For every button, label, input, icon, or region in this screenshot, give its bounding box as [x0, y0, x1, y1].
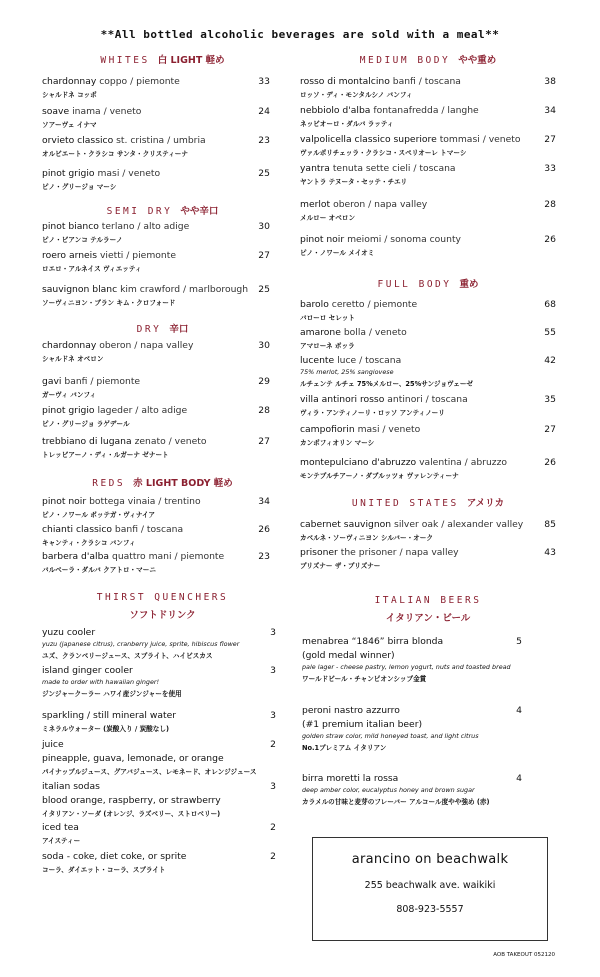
item-name: orvieto classico	[42, 135, 114, 146]
menu-item	[42, 627, 239, 660]
item-name-jp: ロエロ・アルネイス ヴィエッティ	[42, 265, 142, 273]
item-title-line	[300, 547, 459, 558]
section-title-jp: ソフトドリンク	[129, 610, 196, 621]
item-name: roero arneis	[42, 250, 98, 261]
item-price: 26	[544, 234, 556, 245]
item-price: 26	[258, 524, 270, 535]
item-title-line	[42, 496, 201, 507]
item-name: island ginger cooler	[42, 665, 133, 676]
item-name: juice	[42, 739, 64, 750]
menu-item	[42, 284, 248, 307]
item-name: amarone	[300, 327, 341, 338]
menu-item	[300, 394, 468, 417]
section-title: UNITED STATES	[351, 498, 459, 509]
item-name: sauvignon blanc	[42, 284, 118, 295]
item-title-line	[300, 234, 461, 245]
item-name: chardonnay	[42, 76, 97, 87]
item-producer: lageder / alto adige	[97, 405, 188, 416]
item-producer: banfi / piemonte	[64, 376, 141, 387]
item-name: pinot grigio	[42, 405, 95, 416]
item-producer: quattro mani / piemonte	[111, 551, 225, 562]
menu-item	[302, 636, 511, 683]
item-name-jp: キャンティ・クラシコ バンフィ	[42, 539, 136, 547]
item-note: yuzu (japanese citrus), cranberry juice, sprite, hibiscus flower	[42, 640, 240, 648]
menu-item	[300, 327, 407, 350]
item-name-jp: ヤントラ テヌータ・セッテ・チエリ	[300, 178, 408, 186]
item-name: barolo	[300, 299, 329, 310]
item-price: 33	[258, 76, 270, 87]
section-title: MEDIUM BODY	[359, 55, 451, 66]
item-name: sparkling / still mineral water	[42, 710, 177, 721]
item-price: 28	[258, 405, 270, 416]
item-name: soda - coke, diet coke, or sprite	[42, 851, 187, 862]
menu-item	[300, 134, 521, 157]
item-name-jp: ソーヴィニヨン・ブラン キム・クロフォード	[42, 299, 176, 307]
item-name-jp: ピノ・グリージョ ラゲデール	[42, 420, 130, 428]
item-title-line	[300, 134, 521, 145]
item-price: 35	[544, 394, 556, 405]
meal-notice: **All bottled alcoholic beverages are sold with a meal**	[100, 28, 500, 41]
section-header	[298, 52, 558, 66]
item-name: menabrea “1846” birra blonda	[302, 636, 444, 647]
item-title-line	[42, 627, 239, 638]
item-name-jp: ロッソ・ディ・モンタルシノ バンフィ	[300, 91, 413, 99]
item-price: 38	[544, 76, 556, 87]
item-title-line	[300, 199, 427, 210]
item-producer: valentina / abruzzo	[419, 457, 508, 468]
item-name: villa antinori rosso	[300, 394, 385, 405]
item-name: gavi	[42, 376, 62, 387]
item-title-line	[42, 665, 182, 676]
item-price: 5	[516, 636, 522, 647]
item-title-line	[300, 394, 468, 405]
item-name-jp: オルビエート・クラシコ サンタ・クリスティーナ	[42, 150, 188, 158]
item-name-jp: ルチェンテ ルチェ 75%メルロー、25%サンジョヴェーゼ	[300, 380, 473, 388]
item-name: pinot noir	[300, 234, 345, 245]
item-producer: tenuta sette cieli / toscana	[332, 163, 456, 174]
item-title-line	[42, 551, 224, 562]
menu-item	[42, 781, 221, 818]
item-title-line	[42, 524, 183, 535]
section-header	[40, 203, 285, 217]
menu-item	[300, 199, 427, 222]
item-price: 3	[270, 710, 276, 721]
section-title: ITALIAN BEERS	[374, 595, 482, 606]
item-title-line	[300, 519, 523, 530]
item-title-line	[42, 106, 141, 117]
restaurant-address: 255 beachwalk ave. waikiki	[364, 880, 496, 891]
menu-item	[42, 376, 140, 399]
item-name-jp: ヴァルポリチェッラ・クラシコ・スペリオーレ トマーシ	[300, 149, 467, 157]
section-title: FULL BODY	[377, 279, 452, 290]
item-producer: st. cristina / umbria	[116, 135, 206, 146]
item-note: 75% merlot, 25% sangiovese	[300, 368, 394, 376]
item-name-jp: ジンジャークーラー ハワイ産ジンジャーを使用	[42, 690, 182, 698]
item-price: 68	[544, 299, 556, 310]
item-name-jp: ソアーヴェ イナマ	[42, 121, 97, 129]
section-header	[40, 321, 285, 335]
menu-item	[300, 234, 461, 257]
item-name: valpolicella classico superiore	[300, 134, 437, 145]
item-name: peroni nastro azzurro	[302, 705, 400, 716]
menu-item	[300, 76, 461, 99]
item-title-line	[42, 250, 176, 261]
item-name: campofiorin	[300, 424, 355, 435]
item-price: 2	[270, 851, 276, 862]
item-subtitle: blood orange, raspberry, or strawberry	[42, 795, 221, 806]
item-price: 30	[258, 340, 270, 351]
menu-item	[42, 405, 187, 428]
item-name: montepulciano d'abruzzo	[300, 457, 417, 468]
item-producer: coppo / piemonte	[99, 76, 180, 87]
item-name: trebbiano di lugana	[42, 436, 132, 447]
item-title-line	[42, 340, 193, 351]
item-title-line	[300, 163, 456, 174]
section-header	[298, 595, 558, 624]
section-title-jp: 白 LIGHT 軽め	[157, 55, 225, 66]
item-producer: the prisoner / napa valley	[340, 547, 459, 558]
footer-code: AOB TAKEOUT 052120	[493, 952, 555, 958]
item-producer: inama / veneto	[72, 106, 142, 117]
restaurant-info-box	[312, 837, 548, 941]
item-name: lucente	[300, 355, 335, 366]
menu-item	[42, 551, 224, 574]
item-price: 33	[544, 163, 556, 174]
item-title-line	[42, 135, 206, 146]
item-subtitle: pineapple, guava, lemonade, or orange	[42, 753, 224, 764]
item-name-jp: トレッビアーノ・ディ・ルガーナ ゼナート	[42, 451, 169, 459]
menu-item	[42, 250, 176, 273]
item-name: yantra	[300, 163, 330, 174]
item-name: birra moretti la rossa	[302, 773, 399, 784]
item-price: 2	[270, 822, 276, 833]
item-price: 55	[544, 327, 556, 338]
menu-item	[300, 163, 456, 186]
item-title-line	[42, 405, 187, 416]
item-name-jp: アイスティー	[42, 837, 81, 845]
menu-item	[300, 519, 523, 542]
section-title-jp: やや重め	[458, 55, 497, 66]
item-name: chardonnay	[42, 340, 97, 351]
item-producer: oberon / napa valley	[333, 199, 428, 210]
item-title-line	[42, 376, 140, 387]
item-title-line	[300, 424, 420, 435]
item-name-jp: ヴィラ・アンティノーリ・ロッソ アンティノーリ	[300, 409, 445, 417]
item-name-jp: メルロー オベロン	[300, 214, 356, 222]
item-name-jp: バローロ セレット	[300, 314, 355, 322]
item-producer: vietti / piemonte	[99, 250, 176, 261]
section-header	[298, 276, 558, 290]
item-name-jp: コーラ、ダイエット・コーラ、スプライト	[42, 866, 166, 874]
item-name-jp: ユズ、クランベリージュース、スプライト、ハイビスカス	[42, 652, 213, 660]
item-name-jp: シャルドネ コッポ	[42, 91, 97, 99]
menu-item	[42, 135, 206, 158]
item-title-line	[42, 221, 189, 232]
section-title: DRY	[136, 324, 162, 335]
item-name-jp: プリズナー ザ・プリズナー	[300, 562, 381, 570]
menu-item	[42, 710, 176, 733]
restaurant-name: arancino on beachwalk	[351, 852, 509, 867]
menu-item	[300, 299, 417, 322]
menu-item	[300, 547, 459, 570]
item-producer: tommasi / veneto	[439, 134, 521, 145]
menu-item	[42, 221, 189, 244]
item-name-jp: ワールドビール・チャンピオンシップ金賞	[302, 675, 427, 683]
item-price: 23	[258, 551, 270, 562]
menu-item	[42, 168, 160, 191]
item-title-line	[300, 457, 507, 468]
item-title-line	[302, 705, 479, 716]
item-name-jp: カラメルの甘味と麦芽のフレーバー アルコール度やや強め (赤)	[302, 798, 490, 806]
item-price: 25	[258, 284, 270, 295]
item-title-line	[42, 710, 176, 721]
menu-item	[302, 705, 479, 752]
menu-item	[300, 105, 479, 128]
item-name: pinot noir	[42, 496, 87, 507]
item-producer: banfi / toscana	[114, 524, 184, 535]
item-price: 42	[544, 355, 556, 366]
section-header	[298, 495, 558, 509]
item-producer: meiomi / sonoma county	[347, 234, 461, 245]
item-name-jp: ピノ・グリージョ マーシ	[42, 183, 117, 191]
item-price: 30	[258, 221, 270, 232]
item-price: 3	[270, 627, 276, 638]
item-note: pale lager - cheese pastry, lemon yogurt, nuts and toasted bread	[302, 663, 511, 671]
menu-item	[42, 496, 201, 519]
item-name: barbera d'alba	[42, 551, 110, 562]
item-title-line	[42, 739, 256, 750]
item-name: cabernet sauvignon	[300, 519, 392, 530]
item-producer: banfi / toscana	[392, 76, 461, 87]
section-title-jp: 辛口	[169, 324, 189, 335]
item-price: 43	[544, 547, 556, 558]
item-title-line	[42, 76, 180, 87]
item-name-jp: イタリアン・ソーダ (オレンジ、ラズベリー、ストロベリー)	[42, 810, 221, 818]
section-title-jp: 重め	[459, 279, 479, 290]
item-price: 24	[258, 106, 270, 117]
item-producer: terlano / alto adige	[101, 221, 190, 232]
item-name-jp: バルベーラ・ダルバ クアトロ・マーニ	[42, 566, 156, 574]
section-header	[40, 475, 285, 489]
item-name: rosso di montalcino	[300, 76, 390, 87]
menu-item	[42, 524, 183, 547]
item-producer: antinori / toscana	[387, 394, 468, 405]
item-price: 34	[544, 105, 556, 116]
item-producer: luce / toscana	[337, 355, 402, 366]
item-producer: masi / veneto	[97, 168, 161, 179]
item-price: 4	[516, 773, 522, 784]
item-producer: fontanafredda / langhe	[373, 105, 479, 116]
item-title-line	[42, 822, 80, 833]
section-header	[40, 592, 285, 621]
section-title-jp: アメリカ	[466, 498, 505, 509]
section-title: WHITES	[100, 55, 150, 66]
item-price: 34	[258, 496, 270, 507]
item-price: 25	[258, 168, 270, 179]
section-title: SEMI DRY	[106, 206, 173, 217]
item-title-line	[42, 168, 160, 179]
item-producer: kim crawford / marlborough	[120, 284, 249, 295]
item-price: 27	[258, 436, 270, 447]
item-title-line	[42, 284, 248, 295]
item-name-jp: ネッビオーロ・ダルバ ラッティ	[300, 120, 394, 128]
item-name-jp: モンテプルチアーノ・ダブルッツォ ヴァレンティーナ	[300, 472, 459, 480]
item-subtitle: (gold medal winner)	[302, 650, 395, 661]
item-title-line	[302, 773, 489, 784]
section-title-jp: イタリアン・ビール	[385, 613, 471, 624]
item-subtitle: (#1 premium italian beer)	[302, 719, 423, 730]
item-name: iced tea	[42, 822, 79, 833]
item-title-line	[300, 355, 473, 366]
item-price: 26	[544, 457, 556, 468]
menu-item	[302, 773, 489, 806]
item-price: 2	[270, 739, 276, 750]
restaurant-phone: 808-923-5557	[396, 904, 464, 915]
item-title-line	[42, 436, 206, 447]
item-name: pinot grigio	[42, 168, 95, 179]
item-name-jp: ガーヴィ バンフィ	[42, 391, 97, 399]
item-producer: zenato / veneto	[134, 436, 207, 447]
item-price: 3	[270, 781, 276, 792]
item-producer: bottega vinaia / trentino	[89, 496, 201, 507]
menu-item	[42, 739, 256, 776]
item-name-jp: ピノ・ビアンコ テルラーノ	[42, 236, 123, 244]
item-note: made to order with hawaiian ginger!	[42, 678, 160, 686]
item-price: 27	[544, 424, 556, 435]
item-producer: oberon / napa valley	[99, 340, 194, 351]
item-name-jp: ピノ・ノワール ボッテガ・ヴィナイア	[42, 511, 156, 519]
item-price: 4	[516, 705, 522, 716]
item-name: pinot bianco	[42, 221, 99, 232]
item-title-line	[300, 299, 417, 310]
item-name: prisoner	[300, 547, 338, 558]
item-producer: ceretto / piemonte	[331, 299, 418, 310]
menu-item	[42, 822, 80, 845]
menu-item	[300, 457, 507, 480]
item-name-jp: アマローネ ボッラ	[300, 342, 355, 350]
item-name: yuzu cooler	[42, 627, 96, 638]
menu-item	[300, 355, 473, 388]
section-title: REDS	[92, 478, 126, 489]
item-note: golden straw color, mild honeyed toast, and light citrus	[302, 732, 479, 740]
item-name-jp: No.1プレミアム イタリアン	[302, 744, 387, 752]
item-producer: masi / veneto	[357, 424, 421, 435]
menu-item	[42, 436, 206, 459]
item-title-line	[300, 327, 407, 338]
item-name: italian sodas	[42, 781, 100, 792]
item-name-jp: パイナップルジュース、グアバジュース、レモネード、オレンジジュース	[42, 768, 257, 776]
item-price: 27	[544, 134, 556, 145]
item-name-jp: カンポフィオリン マーシ	[300, 439, 375, 447]
item-title-line	[42, 851, 186, 862]
menu-item	[42, 76, 180, 99]
item-name: merlot	[300, 199, 331, 210]
item-title-line	[300, 105, 479, 116]
item-name: chianti classico	[42, 524, 112, 535]
item-name-jp: ミネラルウォーター (炭酸入り / 炭酸なし)	[42, 725, 169, 733]
item-producer: silver oak / alexander valley	[394, 519, 524, 530]
item-price: 85	[544, 519, 556, 530]
menu-item	[42, 340, 193, 363]
item-name: nebbiolo d'alba	[300, 105, 371, 116]
menu-item	[300, 424, 420, 447]
section-title-jp: 赤 LIGHT BODY 軽め	[133, 478, 233, 489]
item-title-line	[42, 781, 221, 792]
item-note: deep amber color, eucalyptus honey and brown sugar	[302, 786, 475, 794]
item-name: soave	[42, 106, 70, 117]
item-price: 29	[258, 376, 270, 387]
item-title-line	[300, 76, 461, 87]
menu-item	[42, 665, 182, 698]
item-producer: bolla / veneto	[343, 327, 407, 338]
menu-item	[42, 851, 186, 874]
section-header	[40, 52, 285, 66]
menu-item	[42, 106, 141, 129]
item-name-jp: シャルドネ オベロン	[42, 355, 104, 363]
item-title-line	[302, 636, 511, 647]
item-price: 23	[258, 135, 270, 146]
section-title: THIRST QUENCHERS	[96, 592, 229, 603]
item-price: 27	[258, 250, 270, 261]
section-title-jp: やや辛口	[180, 206, 219, 217]
item-name-jp: カベルネ・ソーヴィニヨン シルバー・オーク	[300, 534, 433, 542]
item-price: 3	[270, 665, 276, 676]
item-name-jp: ピノ・ノワール メイオミ	[300, 249, 375, 257]
item-price: 28	[544, 199, 556, 210]
